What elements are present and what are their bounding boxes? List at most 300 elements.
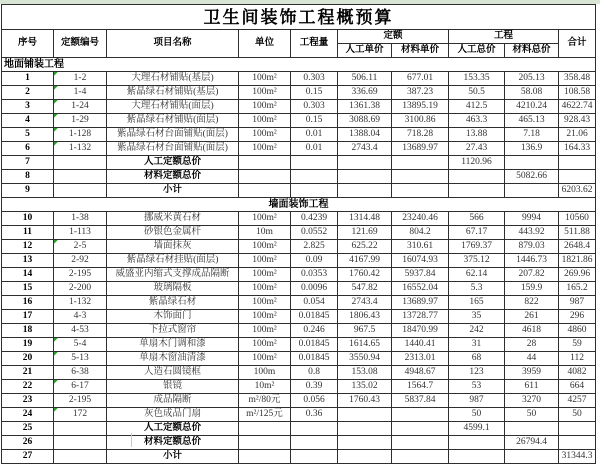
cell-item[interactable]: 单扇木门调和漆 [107, 338, 239, 352]
cell-no[interactable]: 1-38 [54, 212, 107, 226]
cell-lt[interactable]: 1769.37 [449, 240, 505, 254]
cell-total[interactable] [559, 170, 596, 184]
cell-qty[interactable]: 0.4239 [291, 212, 338, 226]
cell-qty[interactable]: 0.01845 [291, 352, 338, 366]
section-header[interactable]: 墙面装饰工程 [2, 198, 596, 212]
cell-no[interactable]: 4-53 [54, 324, 107, 338]
cell-no[interactable] [54, 156, 107, 170]
cell-lu[interactable] [338, 156, 392, 170]
cell-mt[interactable]: 4618 [505, 324, 559, 338]
cell-item[interactable]: 紫晶绿石材台面铺贴(面层) [107, 142, 239, 156]
cell-seq[interactable]: 20 [2, 352, 54, 366]
cell-seq[interactable]: 13 [2, 254, 54, 268]
cell-total[interactable]: 6203.62 [559, 184, 596, 198]
cell-mt[interactable] [505, 422, 559, 436]
cell-qty[interactable] [291, 184, 338, 198]
cell-mt[interactable]: 7.18 [505, 128, 559, 142]
cell-lu[interactable]: 1806.43 [338, 310, 392, 324]
cell-seq[interactable]: 24 [2, 408, 54, 422]
cell-lt[interactable]: 67.17 [449, 226, 505, 240]
cell-mu[interactable] [392, 422, 449, 436]
cell-total[interactable]: 296 [559, 310, 596, 324]
cell-no[interactable]: 2-5 [54, 240, 107, 254]
cell-unit[interactable]: 100m² [239, 254, 291, 268]
cell-mt[interactable]: 159.9 [505, 282, 559, 296]
cell-no[interactable]: 5-13 [54, 352, 107, 366]
cell-mu[interactable] [392, 184, 449, 198]
cell-lu[interactable]: 3550.94 [338, 352, 392, 366]
cell-total[interactable]: 4860 [559, 324, 596, 338]
cell-mt[interactable]: 9994 [505, 212, 559, 226]
cell-seq[interactable]: 16 [2, 296, 54, 310]
cell-qty[interactable]: 0.0552 [291, 226, 338, 240]
cell-lt[interactable]: 31 [449, 338, 505, 352]
cell-seq[interactable]: 7 [2, 156, 54, 170]
cell-mt[interactable]: 1446.73 [505, 254, 559, 268]
table-row [2, 366, 596, 380]
cell-lu[interactable]: 967.5 [338, 324, 392, 338]
cell-mu[interactable]: 4948.67 [392, 366, 449, 380]
cell-total[interactable]: 21.06 [559, 128, 596, 142]
cell-unit[interactable]: 100m² [239, 128, 291, 142]
cell-qty[interactable]: 0.8 [291, 366, 338, 380]
cell-lu[interactable] [338, 436, 392, 450]
cell-lt[interactable]: 4599.1 [449, 422, 505, 436]
cell-mu[interactable] [392, 436, 449, 450]
col-header-item[interactable]: 项目名称 [107, 30, 239, 58]
cell-mu[interactable] [392, 408, 449, 422]
cell-total[interactable]: 4622.74 [559, 100, 596, 114]
cell-mt[interactable]: 443.92 [505, 226, 559, 240]
cell-seq[interactable]: 3 [2, 100, 54, 114]
col-header-material-total-price[interactable]: 材料总价 [505, 44, 559, 58]
cell-qty[interactable]: 0.15 [291, 114, 338, 128]
cell-mu[interactable]: 5837.84 [392, 394, 449, 408]
cell-total[interactable]: 165.2 [559, 282, 596, 296]
cell-item[interactable]: 小计 [107, 450, 239, 464]
cell-no[interactable]: 1-29 [54, 114, 107, 128]
cell-seq[interactable]: 19 [2, 338, 54, 352]
cell-item[interactable]: 大理石材铺贴(面层) [107, 100, 239, 114]
col-header-labor-unit-price[interactable]: 人工单价 [338, 44, 392, 58]
cell-total[interactable]: 31344.3 [559, 450, 596, 464]
table-row [2, 408, 596, 422]
cell-mt[interactable]: 879.03 [505, 240, 559, 254]
cell-no[interactable]: 6-38 [54, 366, 107, 380]
cell-seq[interactable]: 11 [2, 226, 54, 240]
cell-total[interactable]: 358.48 [559, 72, 596, 86]
cell-item[interactable]: 成品隔断 [107, 394, 239, 408]
cell-lt[interactable]: 123 [449, 366, 505, 380]
cell-total[interactable] [559, 156, 596, 170]
section-header[interactable]: 地面铺装工程 [2, 58, 596, 72]
cell-lu[interactable] [338, 184, 392, 198]
cell-seq[interactable]: 6 [2, 142, 54, 156]
cell-lt[interactable]: 62.14 [449, 268, 505, 282]
cell-lu[interactable] [338, 170, 392, 184]
cell-lt[interactable] [449, 184, 505, 198]
cell-lt[interactable] [449, 436, 505, 450]
cell-mt[interactable]: 44 [505, 352, 559, 366]
cell-item[interactable]: 紫晶绿石材台面铺贴(面层) [107, 128, 239, 142]
cell-item[interactable]: 玻璃隔板 [107, 282, 239, 296]
cell-lt[interactable]: 375.12 [449, 254, 505, 268]
cell-item[interactable]: 材料定额总价 [107, 436, 239, 450]
table-row [2, 324, 596, 338]
col-header-quantity[interactable]: 工程量 [291, 30, 338, 58]
cell-no[interactable]: 4-3 [54, 310, 107, 324]
cell-lt[interactable]: 68 [449, 352, 505, 366]
cell-qty[interactable] [291, 450, 338, 464]
cell-seq[interactable]: 23 [2, 394, 54, 408]
col-header-unit[interactable]: 单位 [239, 30, 291, 58]
cell-qty[interactable]: 0.09 [291, 254, 338, 268]
cell-mu[interactable]: 310.61 [392, 240, 449, 254]
cell-qty[interactable] [291, 170, 338, 184]
cell-no[interactable]: 1-4 [54, 86, 107, 100]
cell-no[interactable] [54, 436, 107, 450]
cell-unit[interactable]: 100m² [239, 100, 291, 114]
cell-lu[interactable]: 336.69 [338, 86, 392, 100]
cell-mt[interactable]: 261 [505, 310, 559, 324]
cell-mt[interactable] [505, 156, 559, 170]
cell-unit[interactable]: 100m² [239, 240, 291, 254]
cell-no[interactable] [54, 422, 107, 436]
cell-total[interactable]: 1821.86 [559, 254, 596, 268]
cell-lt[interactable]: 13.88 [449, 128, 505, 142]
cell-item[interactable]: 紫晶绿石材挂贴(面层) [107, 254, 239, 268]
cell-total[interactable]: 4257 [559, 394, 596, 408]
cell-mt[interactable]: 207.82 [505, 268, 559, 282]
table-row [2, 72, 596, 86]
cell-unit[interactable]: 10m² [239, 380, 291, 394]
cell-qty[interactable]: 0.246 [291, 324, 338, 338]
cell-qty[interactable]: 0.056 [291, 394, 338, 408]
cell-lt[interactable]: 153.35 [449, 72, 505, 86]
cell-no[interactable]: 6-17 [54, 380, 107, 394]
cell-lu[interactable]: 121.69 [338, 226, 392, 240]
cell-total[interactable]: 4082 [559, 366, 596, 380]
cell-lu[interactable]: 506.11 [338, 72, 392, 86]
cell-qty[interactable]: 0.0353 [291, 268, 338, 282]
cell-lu[interactable]: 625.22 [338, 240, 392, 254]
cell-lu[interactable]: 153.08 [338, 366, 392, 380]
section-row [2, 58, 596, 72]
cell-total[interactable]: 664 [559, 380, 596, 394]
table-row [2, 212, 596, 226]
cell-lu[interactable]: 1760.42 [338, 268, 392, 282]
table-row [2, 254, 596, 268]
cell-unit[interactable] [239, 450, 291, 464]
cell-seq[interactable]: 8 [2, 170, 54, 184]
cell-seq[interactable]: 15 [2, 282, 54, 296]
cell-mt[interactable]: 3959 [505, 366, 559, 380]
cell-mt[interactable]: 58.08 [505, 86, 559, 100]
col-header-quota-no[interactable]: 定额编号 [54, 30, 107, 58]
cell-item[interactable]: 小计 [107, 184, 239, 198]
cell-unit[interactable]: m²/125元 [239, 408, 291, 422]
cell-lt[interactable]: 50 [449, 408, 505, 422]
cell-total[interactable]: 10560 [559, 212, 596, 226]
cell-lu[interactable]: 1760.43 [338, 394, 392, 408]
cell-qty[interactable]: 0.303 [291, 100, 338, 114]
cell-lu[interactable]: 2743.4 [338, 296, 392, 310]
cell-lt[interactable]: 566 [449, 212, 505, 226]
cell-total[interactable] [559, 422, 596, 436]
cell-no[interactable]: 1-132 [54, 142, 107, 156]
cell-seq[interactable]: 22 [2, 380, 54, 394]
cell-unit[interactable]: 100m [239, 366, 291, 380]
cell-lt[interactable] [449, 450, 505, 464]
cell-lt[interactable]: 35 [449, 310, 505, 324]
table-row [2, 310, 596, 324]
cell-total[interactable]: 269.96 [559, 268, 596, 282]
cell-qty[interactable] [291, 422, 338, 436]
col-group-project[interactable]: 工程 [449, 30, 559, 44]
cell-mt[interactable] [505, 184, 559, 198]
cell-no[interactable] [54, 184, 107, 198]
cell-mu[interactable]: 13895.19 [392, 100, 449, 114]
cell-mu[interactable]: 13689.97 [392, 296, 449, 310]
cell-unit[interactable] [239, 170, 291, 184]
cell-mu[interactable]: 718.28 [392, 128, 449, 142]
cell-mt[interactable]: 822 [505, 296, 559, 310]
cell-lt[interactable]: 463.3 [449, 114, 505, 128]
cell-total[interactable]: 59 [559, 338, 596, 352]
cell-mu[interactable]: 2313.01 [392, 352, 449, 366]
gridline-stub [131, 433, 132, 447]
cell-unit[interactable]: 100m² [239, 212, 291, 226]
cell-no[interactable]: 2-200 [54, 282, 107, 296]
table-row [2, 296, 596, 310]
cell-mu[interactable] [392, 156, 449, 170]
cell-lt[interactable]: 27.43 [449, 142, 505, 156]
cell-qty[interactable] [291, 436, 338, 450]
cell-mt[interactable]: 50 [505, 408, 559, 422]
cell-item[interactable]: 人造石圆镜框 [107, 366, 239, 380]
cell-lu[interactable]: 4167.99 [338, 254, 392, 268]
cell-qty[interactable]: 0.36 [291, 408, 338, 422]
cell-qty[interactable]: 0.054 [291, 296, 338, 310]
cell-mu[interactable]: 387.23 [392, 86, 449, 100]
cell-no[interactable]: 1-128 [54, 128, 107, 142]
cell-no[interactable]: 1-132 [54, 296, 107, 310]
cell-lt[interactable]: 412.5 [449, 100, 505, 114]
cell-mu[interactable]: 1440.41 [392, 338, 449, 352]
cell-seq[interactable]: 2 [2, 86, 54, 100]
cell-item[interactable]: 大理石材铺贴(基层) [107, 72, 239, 86]
cell-item[interactable]: 银镜 [107, 380, 239, 394]
cell-mu[interactable]: 5937.84 [392, 268, 449, 282]
cell-mt[interactable]: 465.13 [505, 114, 559, 128]
cell-item[interactable]: 紫晶绿石材铺贴(基层) [107, 86, 239, 100]
cell-item[interactable]: 紫晶绿石材铺贴(面层) [107, 114, 239, 128]
table-row [2, 226, 596, 240]
cell-item[interactable]: 下拉式窗帘 [107, 324, 239, 338]
cell-lu[interactable]: 1361.38 [338, 100, 392, 114]
cell-mu[interactable]: 804.2 [392, 226, 449, 240]
cell-lu[interactable]: 3088.69 [338, 114, 392, 128]
cell-total[interactable]: 2648.4 [559, 240, 596, 254]
cell-seq[interactable]: 12 [2, 240, 54, 254]
col-header-seq[interactable]: 序号 [2, 30, 54, 58]
cell-mu[interactable]: 16074.93 [392, 254, 449, 268]
cell-item[interactable]: 单扇木窗油清漆 [107, 352, 239, 366]
cell-no[interactable] [54, 170, 107, 184]
cell-seq[interactable]: 10 [2, 212, 54, 226]
cell-no[interactable]: 1-2 [54, 72, 107, 86]
cell-seq[interactable]: 18 [2, 324, 54, 338]
cell-lu[interactable] [338, 450, 392, 464]
col-group-quota[interactable]: 定额 [338, 30, 449, 44]
cell-mu[interactable]: 23240.46 [392, 212, 449, 226]
cell-no[interactable]: 172 [54, 408, 107, 422]
col-header-labor-total-price[interactable]: 人工总价 [449, 44, 505, 58]
cell-lu[interactable]: 1388.04 [338, 128, 392, 142]
cell-unit[interactable]: 100m² [239, 72, 291, 86]
cell-seq[interactable]: 5 [2, 128, 54, 142]
cell-unit[interactable]: 100m² [239, 324, 291, 338]
table-row [2, 450, 596, 464]
col-header-material-unit-price[interactable]: 材料单价 [392, 44, 449, 58]
table-row [2, 422, 596, 436]
cell-mu[interactable]: 1564.7 [392, 380, 449, 394]
cell-mu[interactable]: 13689.97 [392, 142, 449, 156]
cell-seq[interactable]: 14 [2, 268, 54, 282]
cell-total[interactable]: 164.33 [559, 142, 596, 156]
cell-mt[interactable]: 5082.66 [505, 170, 559, 184]
cell-lt[interactable]: 987 [449, 394, 505, 408]
cell-no[interactable] [54, 450, 107, 464]
cell-mt[interactable]: 4210.24 [505, 100, 559, 114]
page-title: 卫生间装饰工程概预算 [2, 5, 596, 30]
cell-mu[interactable] [392, 170, 449, 184]
cell-mu[interactable]: 18470.99 [392, 324, 449, 338]
cell-seq[interactable]: 9 [2, 184, 54, 198]
cell-unit[interactable]: 100m² [239, 282, 291, 296]
cell-no[interactable]: 5-4 [54, 338, 107, 352]
cell-mt[interactable]: 28 [505, 338, 559, 352]
cell-unit[interactable] [239, 184, 291, 198]
cell-lt[interactable] [449, 170, 505, 184]
cell-qty[interactable]: 0.0096 [291, 282, 338, 296]
cell-mt[interactable]: 3270 [505, 394, 559, 408]
cell-no[interactable]: 2-92 [54, 254, 107, 268]
cell-seq[interactable]: 21 [2, 366, 54, 380]
cell-seq[interactable]: 27 [2, 450, 54, 464]
cell-unit[interactable] [239, 156, 291, 170]
cell-qty[interactable]: 0.15 [291, 86, 338, 100]
col-header-total[interactable]: 合计 [559, 30, 596, 58]
cell-lt[interactable]: 50.5 [449, 86, 505, 100]
cell-seq[interactable]: 4 [2, 114, 54, 128]
cell-item[interactable]: 砂银色金属杆 [107, 226, 239, 240]
cell-unit[interactable]: 100m² [239, 142, 291, 156]
cell-total[interactable] [559, 436, 596, 450]
cell-unit[interactable]: 100m² [239, 296, 291, 310]
cell-unit[interactable]: 10m [239, 226, 291, 240]
cell-qty[interactable]: 2.825 [291, 240, 338, 254]
cell-qty[interactable]: 0.01845 [291, 338, 338, 352]
cell-lu[interactable] [338, 422, 392, 436]
cell-total[interactable]: 511.88 [559, 226, 596, 240]
cell-no[interactable]: 2-195 [54, 394, 107, 408]
cell-no[interactable]: 1-24 [54, 100, 107, 114]
cell-lt[interactable]: 165 [449, 296, 505, 310]
cell-total[interactable]: 50 [559, 408, 596, 422]
cell-seq[interactable]: 26 [2, 436, 54, 450]
table-row [2, 128, 596, 142]
cell-total[interactable]: 928.43 [559, 114, 596, 128]
cell-lu[interactable]: 547.82 [338, 282, 392, 296]
cell-mu[interactable]: 3100.86 [392, 114, 449, 128]
cell-no[interactable]: 2-195 [54, 268, 107, 282]
cell-mt[interactable] [505, 450, 559, 464]
table-row [2, 100, 596, 114]
cell-mt[interactable]: 205.13 [505, 72, 559, 86]
cell-seq[interactable]: 17 [2, 310, 54, 324]
cell-unit[interactable] [239, 436, 291, 450]
cell-item[interactable]: 威盛亚内缩式支撑成品隔断 [107, 268, 239, 282]
cell-mt[interactable]: 611 [505, 380, 559, 394]
cell-total[interactable]: 987 [559, 296, 596, 310]
cell-lu[interactable]: 1314.48 [338, 212, 392, 226]
cell-lu[interactable]: 135.02 [338, 380, 392, 394]
cell-unit[interactable]: 100m² [239, 268, 291, 282]
cell-unit[interactable]: 100m² [239, 114, 291, 128]
cell-lu[interactable]: 2743.4 [338, 142, 392, 156]
cell-unit[interactable]: 100m² [239, 310, 291, 324]
cell-mu[interactable]: 16552.04 [392, 282, 449, 296]
cell-qty[interactable]: 0.303 [291, 72, 338, 86]
cell-qty[interactable]: 0.39 [291, 380, 338, 394]
cell-qty[interactable]: 0.01845 [291, 310, 338, 324]
cell-mu[interactable]: 13728.77 [392, 310, 449, 324]
cell-no[interactable]: 1-113 [54, 226, 107, 240]
cell-unit[interactable]: 100m² [239, 338, 291, 352]
cell-mt[interactable]: 136.9 [505, 142, 559, 156]
cell-lu[interactable] [338, 408, 392, 422]
cell-mu[interactable] [392, 450, 449, 464]
cell-unit[interactable] [239, 422, 291, 436]
cell-total[interactable]: 112 [559, 352, 596, 366]
cell-item[interactable]: 人工定额总价 [107, 422, 239, 436]
cell-total[interactable]: 108.58 [559, 86, 596, 100]
cell-lt[interactable]: 242 [449, 324, 505, 338]
cell-lu[interactable]: 1614.65 [338, 338, 392, 352]
cell-item[interactable]: 紫晶绿石材 [107, 296, 239, 310]
cell-item[interactable]: 人工定额总价 [107, 156, 239, 170]
cell-item[interactable]: 挪威米黄石材 [107, 212, 239, 226]
cell-unit[interactable]: m²/80元 [239, 394, 291, 408]
cell-lt[interactable]: 53 [449, 380, 505, 394]
cell-lt[interactable]: 1120.96 [449, 156, 505, 170]
cell-qty[interactable]: 0.01 [291, 142, 338, 156]
cell-item[interactable]: 灰色成品门扇 [107, 408, 239, 422]
cell-item[interactable]: 材料定额总价 [107, 170, 239, 184]
cell-lt[interactable]: 5.3 [449, 282, 505, 296]
cell-seq[interactable]: 25 [2, 422, 54, 436]
cell-unit[interactable]: 100m² [239, 352, 291, 366]
cell-qty[interactable] [291, 156, 338, 170]
cell-mt[interactable]: 26794.4 [505, 436, 559, 450]
cell-item[interactable]: 木饰面门 [107, 310, 239, 324]
cell-seq[interactable]: 1 [2, 72, 54, 86]
cell-item[interactable]: 墙面抹灰 [107, 240, 239, 254]
cell-mu[interactable]: 677.01 [392, 72, 449, 86]
cell-qty[interactable]: 0.01 [291, 128, 338, 142]
cell-unit[interactable]: 100m² [239, 86, 291, 100]
